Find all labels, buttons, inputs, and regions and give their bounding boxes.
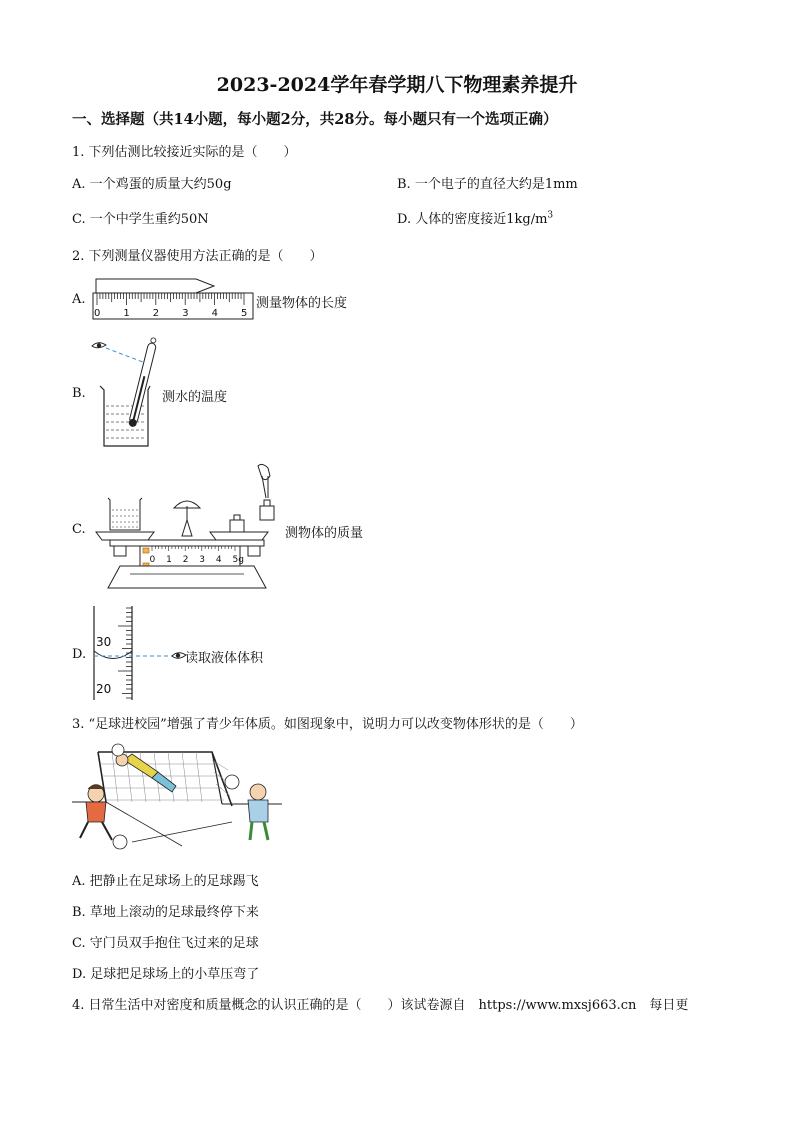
eye-icon bbox=[92, 343, 106, 348]
question-1-option-c: C. 一个中学生重约50N bbox=[72, 212, 209, 227]
ruler-tick-label: 3 bbox=[182, 308, 189, 319]
question-2-stem: 2. 下列测量仪器使用方法正确的是（ ） bbox=[72, 249, 323, 264]
balance-figure bbox=[90, 462, 285, 592]
heading-boy-illustration bbox=[225, 775, 268, 840]
ruler-tick-label: 2 bbox=[152, 308, 160, 319]
question-1-stem: 1. 下列估测比较接近实际的是（ ） bbox=[72, 145, 297, 160]
ruler-tick-label: 4 bbox=[211, 308, 218, 319]
section-heading: 一、选择题（共14小题，每小题2分，共28分。每小题只有一个选项正确） bbox=[72, 111, 558, 128]
question-2-option-a-text: 测量物体的长度 bbox=[256, 296, 348, 311]
question-2-option-b-text: 测水的温度 bbox=[162, 390, 228, 405]
balance-tick-label: 5g bbox=[232, 555, 244, 565]
question-2-option-b-letter: B. bbox=[72, 386, 86, 401]
thermometer-beaker-figure bbox=[90, 336, 170, 454]
balance-tick-label: 0 bbox=[149, 555, 156, 565]
question-3-option-b: B. 草地上滚动的足球最终停下来 bbox=[72, 905, 259, 920]
question-1-option-a: A. 一个鸡蛋的质量大约50g bbox=[72, 177, 232, 192]
question-3-stem: 3. “足球进校园”增强了青少年体质。如图现象中，说明力可以改变物体形状的是（ ） bbox=[72, 717, 583, 732]
kicker-boy-illustration bbox=[80, 785, 127, 850]
question-1-option-b: B. 一个电子的直径大约是1mm bbox=[397, 177, 578, 192]
ruler-tick-label: 0 bbox=[94, 308, 101, 319]
question-1-option-d: D. 人体的密度接近$1kg/m^3$ bbox=[397, 210, 554, 227]
measuring-cylinder-figure bbox=[88, 606, 188, 702]
question-4-stem: 4. 日常生活中对密度和质量概念的认识正确的是（ ）该试卷源自 https://www.mxsj663.cn 每日更 bbox=[72, 998, 689, 1013]
ruler-tick-label: 5 bbox=[241, 308, 248, 319]
cylinder-tick-30: 30 bbox=[96, 635, 112, 649]
question-2-option-a-letter: A. bbox=[72, 292, 86, 307]
page-title: 2023-2024学年春学期八下物理素养提升 bbox=[216, 74, 578, 96]
question-3-option-c: C. 守门员双手抱住飞过来的足球 bbox=[72, 936, 259, 951]
ruler-figure bbox=[90, 276, 260, 326]
balance-tick-label: 4 bbox=[215, 555, 222, 565]
balance-tick-label: 2 bbox=[182, 555, 189, 565]
question-2-option-c-text: 测物体的质量 bbox=[285, 526, 364, 541]
balance-tick-label: 3 bbox=[199, 555, 206, 565]
question-3-option-a: A. 把静止在足球场上的足球踢飞 bbox=[72, 874, 259, 889]
cylinder-tick-20: 20 bbox=[96, 682, 112, 696]
question-2-option-d-letter: D. bbox=[72, 647, 87, 662]
question-2-option-d-text: 读取液体体积 bbox=[185, 651, 264, 666]
question-2-option-c-letter: C. bbox=[72, 522, 86, 537]
football-scene-figure bbox=[72, 742, 292, 854]
question-3-option-d: D. 足球把足球场上的小草压弯了 bbox=[72, 967, 260, 982]
ruler-tick-label: 1 bbox=[123, 308, 130, 319]
balance-tick-label: 1 bbox=[166, 555, 172, 565]
eye-icon bbox=[172, 653, 186, 659]
